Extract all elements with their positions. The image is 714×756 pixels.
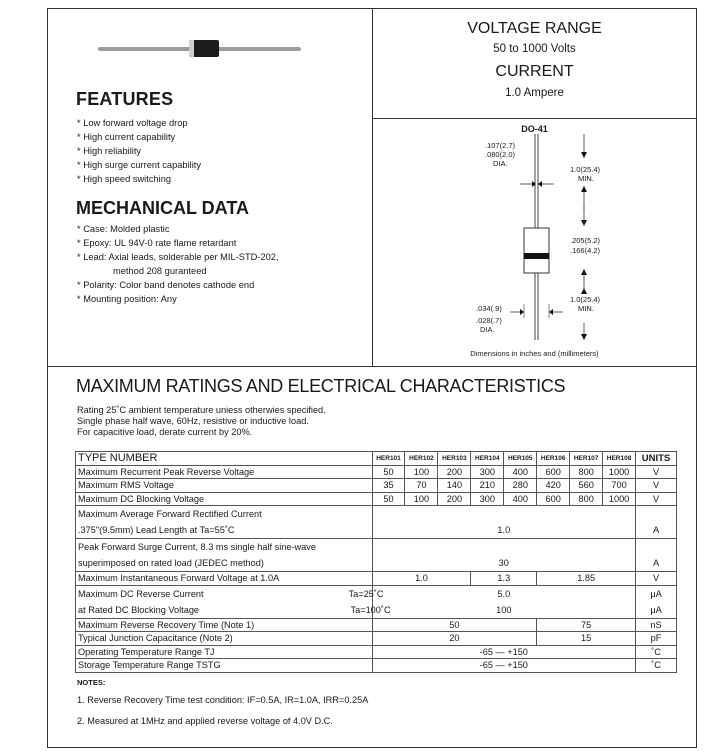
dim-dia-label: DIA.: [480, 325, 495, 334]
dim-wire-dia-max: .034(.9): [476, 304, 502, 313]
unit-cell: V: [636, 465, 677, 479]
unit-cell: V: [636, 492, 677, 506]
part-header: HER107: [570, 452, 603, 466]
cell: 1.0: [372, 572, 471, 586]
mechanical-list: [77, 222, 279, 306]
unit-cell: μA: [636, 585, 677, 602]
row-label-text: at Rated DC Blocking Voltage: [78, 604, 200, 615]
condition-text: Ta=100˚C: [350, 604, 391, 615]
cell: 200: [438, 465, 471, 479]
part-header: HER102: [405, 452, 438, 466]
cell: 420: [537, 479, 570, 493]
cell: 100: [372, 602, 636, 619]
cell: 100: [405, 492, 438, 506]
ratings-table: [75, 451, 677, 673]
unit-cell: V: [636, 572, 677, 586]
cell: 75: [537, 618, 636, 632]
ratings-title: MAXIMUM RATINGS AND ELECTRICAL CHARACTERISTICS: [76, 376, 566, 396]
row-label: superimposed on rated load (JEDEC method): [76, 555, 373, 572]
notes-label: NOTES:: [77, 678, 106, 687]
part-header: HER103: [438, 452, 471, 466]
cell: -65 — +150: [372, 645, 636, 659]
voltage-range-title: VOLTAGE RANGE: [467, 20, 602, 37]
table-row: [76, 522, 677, 539]
condition-line: Single phase half wave, 60Hz, resistive or inductive load.: [77, 416, 309, 426]
table-row: [76, 539, 677, 556]
list-item: * Polarity: Color band denotes cathode end: [77, 280, 255, 290]
cell: [372, 506, 636, 523]
cell: 400: [504, 492, 537, 506]
dim-lead-length-top: 1.0(25.4): [570, 165, 601, 174]
table-row: [76, 618, 677, 632]
cell: 280: [504, 479, 537, 493]
unit-cell: μA: [636, 602, 677, 619]
list-item: * Mounting position: Any: [77, 294, 177, 304]
unit-cell: ˚C: [636, 659, 677, 673]
cell: 300: [471, 465, 504, 479]
row-label: Peak Forward Surge Current, 8.3 ms single half sine-wave: [76, 539, 373, 556]
cell: 140: [438, 479, 471, 493]
cell: 700: [603, 479, 636, 493]
units-header: UNITS: [636, 452, 677, 466]
cell: 50: [372, 492, 405, 506]
cell: 1.85: [537, 572, 636, 586]
row-label: Operating Temperature Range TJ: [76, 645, 373, 659]
dim-min-label: MIN.: [578, 174, 594, 183]
list-item: * Lead: Axial leads, solderable per MIL-STD-202,: [77, 252, 279, 262]
cell: 20: [372, 632, 537, 646]
condition-line: For capacitive load, derate current by 20%.: [77, 427, 253, 437]
dim-lead-dia-max: .107(2.7): [485, 141, 516, 150]
dim-lead-dia-min: .080(2.0): [485, 150, 516, 159]
table-row: [76, 572, 677, 586]
list-item: * High speed switching: [77, 174, 172, 184]
cell: 600: [537, 492, 570, 506]
table-row: [76, 632, 677, 646]
list-item: * Case: Molded plastic: [77, 224, 170, 234]
unit-cell: V: [636, 479, 677, 493]
cell: 300: [471, 492, 504, 506]
list-item: * High current capability: [77, 132, 176, 142]
table-row: [76, 479, 677, 493]
part-header: HER104: [471, 452, 504, 466]
current-value: 1.0 Ampere: [505, 87, 564, 99]
cell: 800: [570, 465, 603, 479]
unit-cell: A: [636, 522, 677, 539]
table-header-row: [76, 452, 677, 466]
list-item: * Epoxy: UL 94V-0 rate flame retardant: [77, 238, 237, 248]
type-number-header: TYPE NUMBER: [76, 452, 373, 466]
row-label: Storage Temperature Range TSTG: [76, 659, 373, 673]
part-header: HER106: [537, 452, 570, 466]
cell: 1.0: [372, 522, 636, 539]
list-item: * High surge current capability: [77, 160, 202, 170]
condition-line: Rating 25˚C ambient temperature uniess otherwies specified.: [77, 405, 326, 415]
row-label: Maximum Instantaneous Forward Voltage at 1.0A: [76, 572, 373, 586]
cell: 800: [570, 492, 603, 506]
row-label: .375"(9.5mm) Lead Length at Ta=55˚C: [76, 522, 373, 539]
list-item: method 208 guranteed: [113, 266, 207, 276]
list-item: * Low forward voltage drop: [77, 118, 188, 128]
row-label-text: Maximum DC Reverse Current: [78, 588, 204, 599]
dim-wire-dia-min: .028(.7): [476, 316, 502, 325]
row-label: [76, 585, 384, 602]
package-name: DO-41: [521, 124, 548, 134]
dim-dia-label: DIA.: [493, 159, 508, 168]
diode-cathode-band: [189, 40, 194, 57]
unit-cell: A: [636, 555, 677, 572]
note-1: 1. Reverse Recovery Time test condition: IF=0.5A, IR=1.0A, IRR=0.25A: [77, 695, 369, 705]
cell: 35: [372, 479, 405, 493]
cell: [372, 539, 636, 556]
dim-body-length-min: .166(4.2): [570, 246, 601, 255]
table-row: [76, 555, 677, 572]
table-row: [76, 585, 677, 602]
rating-conditions: [77, 405, 326, 438]
row-label: Maximum Average Forward Rectified Current: [76, 506, 373, 523]
list-item: * High reliability: [77, 146, 142, 156]
table-row: [76, 645, 677, 659]
cell: 30: [372, 555, 636, 572]
part-header: HER101: [372, 452, 405, 466]
package-outline-drawing: [372, 118, 697, 366]
row-label: Maximum Reverse Recovery Time (Note 1): [76, 618, 373, 632]
unit-cell: pF: [636, 632, 677, 646]
cell: 600: [537, 465, 570, 479]
row-label: Typical Junction Capacitance (Note 2): [76, 632, 373, 646]
cell: 70: [405, 479, 438, 493]
dim-body-length-max: .205(5.2): [570, 236, 601, 245]
cell: 1000: [603, 465, 636, 479]
unit-cell: [636, 539, 677, 556]
table-row: [76, 602, 677, 619]
table-row: [76, 492, 677, 506]
cell: 560: [570, 479, 603, 493]
table-row: [76, 659, 677, 673]
unit-cell: [636, 506, 677, 523]
cell: 1.3: [471, 572, 537, 586]
note-2: 2. Measured at 1MHz and applied reverse voltage of 4.0V D.C.: [77, 716, 333, 726]
unit-cell: ˚C: [636, 645, 677, 659]
mechanical-heading: MECHANICAL DATA: [76, 198, 249, 218]
unit-cell: nS: [636, 618, 677, 632]
part-header: HER108: [603, 452, 636, 466]
cell: 1000: [603, 492, 636, 506]
table-row: [76, 506, 677, 523]
cell: 210: [471, 479, 504, 493]
section-divider: [47, 366, 697, 367]
table-row: [76, 465, 677, 479]
dimensions-caption: Dimensions in inches and (millimeters): [470, 349, 599, 358]
cell: 400: [504, 465, 537, 479]
row-label: Maximum Recurrent Peak Reverse Voltage: [76, 465, 373, 479]
condition-text: Ta=25˚C: [348, 588, 384, 599]
features-heading: FEATURES: [76, 89, 174, 109]
voltage-range-value: 50 to 1000 Volts: [493, 43, 576, 55]
features-list: [77, 116, 201, 186]
row-label: [76, 602, 391, 619]
cell: 50: [372, 618, 537, 632]
cell: 200: [438, 492, 471, 506]
cell: 15: [537, 632, 636, 646]
cell: 100: [405, 465, 438, 479]
dim-lead-length-bottom: 1.0(25.4): [570, 295, 601, 304]
dim-min-label: MIN.: [578, 304, 594, 313]
cell: 50: [372, 465, 405, 479]
current-title: CURRENT: [495, 63, 574, 80]
cell: 5.0: [372, 585, 636, 602]
part-header: HER105: [504, 452, 537, 466]
cell: -65 — +150: [372, 659, 636, 673]
row-label: Maximum RMS Voltage: [76, 479, 373, 493]
row-label: Maximum DC Blocking Voltage: [76, 492, 373, 506]
